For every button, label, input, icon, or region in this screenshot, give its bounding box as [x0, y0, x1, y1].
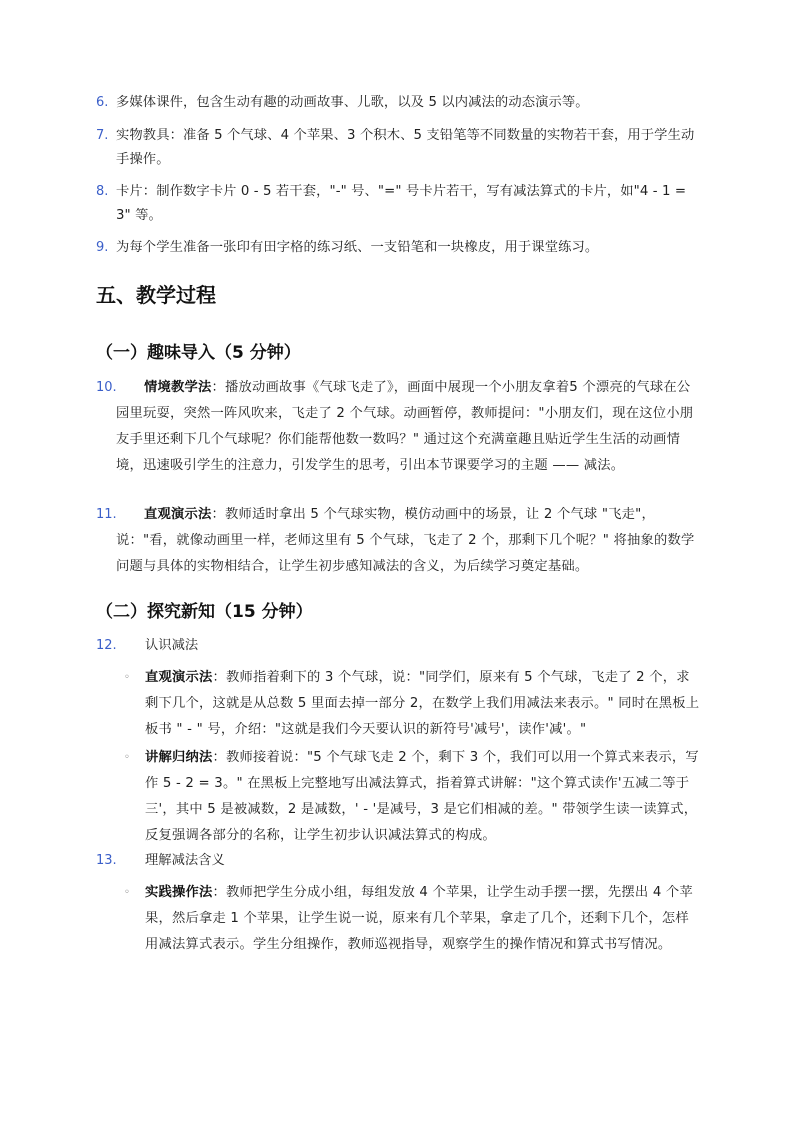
- item-body: ：教师把学生分成小组，每组发放 4 个苹果，让学生动手摆一摆，先摆出 4 个苹果，然后拿走 1 个苹果，让学生说一说，原来有几个苹果，拿走了几个，还剩下几个，怎样用减法算式表示。学生分组操作，教师巡视指导，观察学生的操作情况和算式书写情况。: [145, 885, 693, 952]
- list-item-text: [116, 502, 701, 580]
- list-number: 8.: [96, 184, 109, 199]
- list-item-text: 多媒体课件，包含生动有趣的动画故事、儿歌，以及 5 以内减法的动态演示等。: [116, 95, 589, 110]
- list-item-text: 实物教具：准备 5 个气球、4 个苹果、3 个积木、5 支铅笔等不同数量的实物若干套，用于学生动手操作。: [116, 128, 695, 167]
- sub-item-text: [145, 665, 701, 743]
- sub-item-text: [145, 745, 701, 849]
- method-label: 实践操作法: [145, 885, 213, 900]
- list-number: 9.: [96, 240, 109, 255]
- item-body: ：播放动画故事《气球飞走了》，画面中展现一个小朋友拿着5 个漂亮的气球在公园里玩耍，突然一阵风吹来，飞走了 2 个气球。动画暂停，教师提问："小朋友们，现在这位小朋友手里还剩下几个气球呢？你们能帮他数一数吗？" 通过这个充满童趣且贴近学生生活的动画情境，迅速吸引学生的注意力，引发学生的思考，引出本节课要学习的主题 —— 减法。: [116, 380, 694, 473]
- list-number: 11.: [96, 507, 117, 522]
- list-item-text: 理解减法含义: [145, 853, 225, 868]
- list-number: 6.: [96, 95, 109, 110]
- method-label: 直观演示法: [145, 670, 213, 685]
- method-label: 直观演示法: [144, 507, 212, 522]
- method-label: 讲解归纳法: [145, 750, 213, 765]
- subsection-title: （二）探究新知（15 分钟）: [96, 602, 313, 622]
- list-number: 7.: [96, 128, 109, 143]
- subsection-title: （一）趣味导入（5 分钟）: [96, 343, 301, 363]
- bullet-icon: ◦: [124, 752, 130, 763]
- section-title: 五、教学过程: [96, 283, 216, 307]
- list-item-text: 为每个学生准备一张印有田字格的练习纸、一支铅笔和一块橡皮，用于课堂练习。: [116, 240, 599, 255]
- list-number: 13.: [96, 853, 117, 868]
- list-item-text: [116, 375, 701, 479]
- item-body: ：教师接着说："5 个气球飞走 2 个，剩下 3 个，我们可以用一个算式来表示，写作 5 - 2 = 3。" 在黑板上完整地写出减法算式，指着算式讲解："这个算式读作'五减二等于三'，其中 5 是被减数，2 是减数，' - '是减号，3 是它们相减的差。" 带领学生读一读算式，反复强调各部分的名称，让学生初步认识减法算式的构成。: [145, 750, 699, 843]
- bullet-icon: ◦: [124, 887, 130, 898]
- item-body: ：教师适时拿出 5 个气球实物，模仿动画中的场景，让 2 个气球 "飞走"，说："看，就像动画里一样，老师这里有 5 个气球，飞走了 2 个，那剩下几个呢？" 将抽象的数学问题与具体的实物相结合，让学生初步感知减法的含义，为后续学习奠定基础。: [116, 507, 695, 574]
- bullet-icon: ◦: [124, 672, 130, 683]
- item-body: ：教师指着剩下的 3 个气球，说："同学们，原来有 5 个气球，飞走了 2 个，求剩下几个，这就是从总数 5 里面去掉一部分 2，在数学上我们用减法来表示。" 同时在黑板上板书 " - " 号，介绍："这就是我们今天要认识的新符号'减号'，读作'减'。": [145, 670, 700, 737]
- list-number: 10.: [96, 380, 117, 395]
- list-item-text: 认识减法: [145, 638, 199, 653]
- list-number: 12.: [96, 638, 117, 653]
- list-item-text: 卡片：制作数字卡片 0 - 5 若干套，"-" 号、"=" 号卡片若干，写有减法算式的卡片，如"4 - 1 = 3" 等。: [116, 184, 687, 223]
- sub-item-text: [145, 880, 701, 958]
- method-label: 情境教学法: [144, 380, 212, 395]
